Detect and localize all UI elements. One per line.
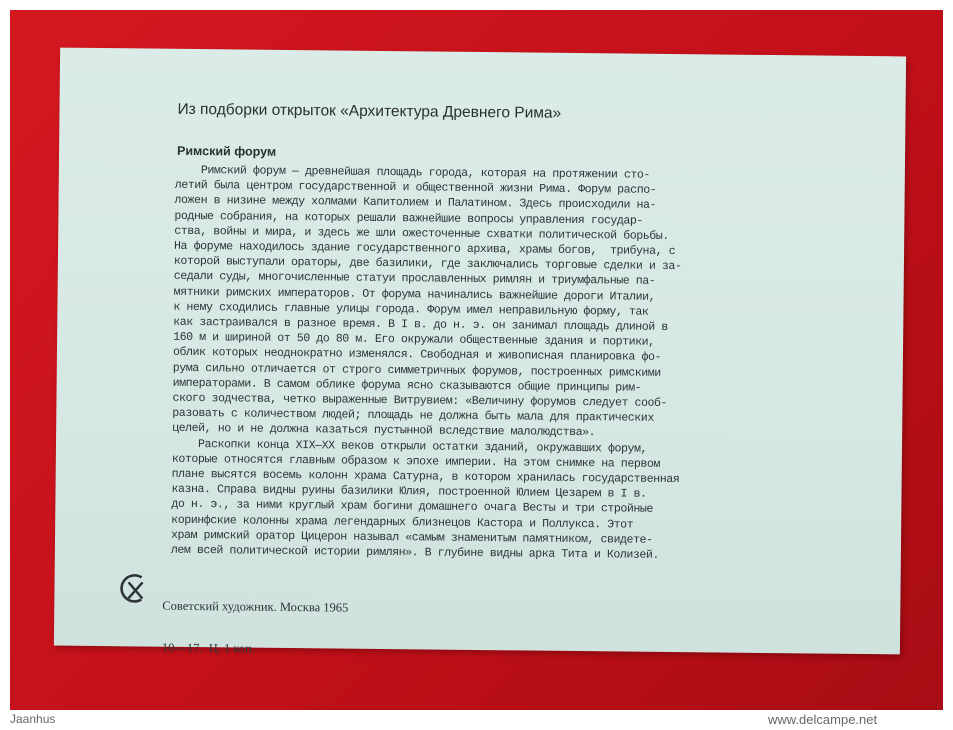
body-line: разовать с количеством людей; площадь не должна быть мала для практических <box>172 407 654 426</box>
body-line: облик которых неоднократно изменялся. Свободная и живописная планировка фо- <box>172 346 662 365</box>
body-line: ства, войны и мира, и здесь же шли ожесточенные схватки политической борьбы. <box>174 224 669 243</box>
watermark-right: www.delcampe.net <box>768 712 878 727</box>
body-line: мятники римских императоров. От форума начинались важнейшие дороги Италии, <box>173 285 656 304</box>
publisher-line-1: Советский художник. Москва 1965 <box>162 598 349 615</box>
section-heading: Римский форум <box>177 143 277 159</box>
body-line: ложен в низине между холмами Капитолием и Палатином. Здесь происходили на- <box>174 194 657 213</box>
body-line: плане высятся восемь колонн храма Сатурна, в котором хранилась государственная <box>171 467 680 487</box>
series-title: Из подборки открыток «Архитектура Древнего Рима» <box>177 100 562 122</box>
body-line: до н. э., за ними круглый храм богини домашнего очага Весты и три стройные <box>171 498 653 517</box>
body-line: храм римский оратор Цицерон называл «самым знаменитым памятником, свидете- <box>170 528 653 547</box>
body-line: императорами. В самом облике форума ясно сказываются общие принципы рим- <box>172 376 642 395</box>
body-line: коринфские колонны храма легендарных близнецов Кастора и Поллукса. Этот <box>171 513 634 532</box>
body-line: На форуме находилось здание государственного архива, храмы богов, трибуна, с <box>174 239 676 259</box>
body-line: родные собрания, на которых решали важнейшие вопросы управления государ- <box>174 209 643 228</box>
body-line: летий была центром государственной и общественной жизни Рима. Форум распо- <box>174 178 657 198</box>
postcard <box>54 48 906 655</box>
body-line: которые относятся главным образом к эпохе империи. На этом снимке на первом <box>171 452 660 471</box>
body-line: лем всей политической истории римлян». В глубине видны арка Тита и Колизей. <box>170 543 659 562</box>
body-line: Раскопки конца XIX—XX веков открыли остатки зданий, окружавших форум, <box>171 437 648 456</box>
body-text <box>171 163 801 565</box>
body-line: ского зодчества, четко выраженные Витрувием: «Величину форумов следует сооб- <box>172 391 668 411</box>
body-line: как застраивался в разное время. В I в. до н. э. он занимал площадь длиной в <box>173 315 668 334</box>
body-line: к нему сходились главные улицы города. Форум имел неправильную форму, так <box>173 300 649 319</box>
watermark-left: Jaanhus <box>10 712 56 726</box>
publisher-line-2: 10—17. Ц. 1 коп. <box>161 640 255 656</box>
publisher-block <box>114 570 349 684</box>
body-line: 160 м и шириной от 50 до 80 м. Его окружали общественные здания и портики, <box>173 331 655 350</box>
body-line: седали суды, многочисленные статуи прославленных римлян и триумфальные па- <box>173 270 656 289</box>
body-line: рума сильно отличается от строго симметричных форумов, построенных римскими <box>172 361 661 380</box>
body-line: целей, но и не должна казаться пустынной вследствие малолюдства». <box>172 422 596 440</box>
body-line: Римский форум — древнейшая площадь города, которая на протяжении сто- <box>174 163 650 182</box>
sx-publisher-logo-icon <box>114 570 150 606</box>
body-line: которой выступали ораторы, две базилики, где заключались торговые сделки и за- <box>173 255 682 274</box>
body-line: казна. Справа видны руины базилики Юлия, построенной Юлием Цезарем в I в. <box>171 483 647 502</box>
